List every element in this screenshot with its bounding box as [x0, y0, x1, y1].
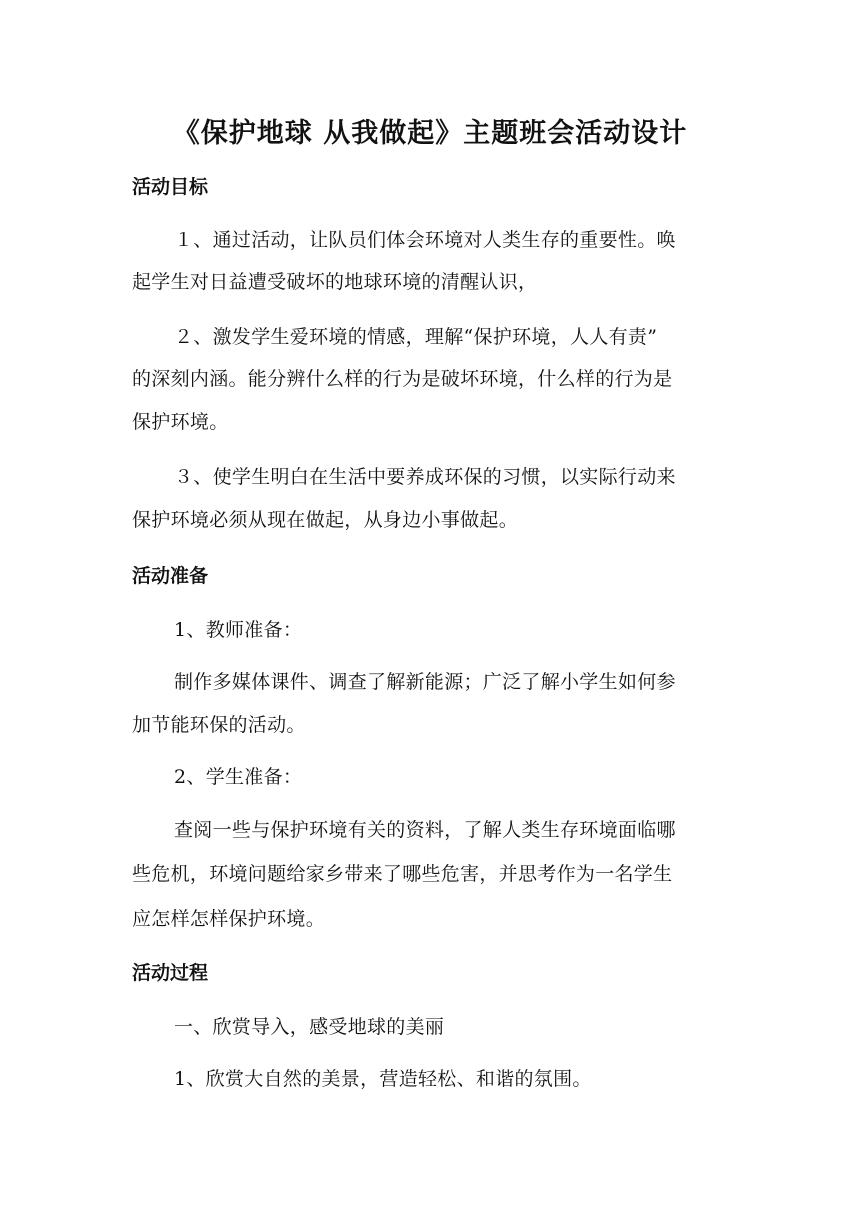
paragraph-line: １、通过活动，让队员们体会环境对人类生存的重要性。唤: [174, 229, 676, 251]
document-title: 《保护地球 从我做起》主题班会活动设计: [172, 118, 688, 149]
paragraph-line: 起学生对日益遭受破坏的地球环境的清醒认识，: [132, 271, 538, 293]
paragraph-line: 1、欣赏大自然的美景，营造轻松、和谐的氛围。: [174, 1068, 592, 1090]
section-heading-process: 活动过程: [132, 962, 209, 984]
paragraph-line: ３、使学生明白在生活中要养成环保的习惯，以实际行动来: [174, 466, 676, 488]
paragraph-line: 一、欣赏导入，感受地球的美丽: [174, 1016, 445, 1038]
paragraph-line: 些危机，环境问题给家乡带来了哪些危害，并思考作为一名学生: [132, 863, 673, 885]
paragraph-line: 的深刻内涵。能分辨什么样的行为是破坏环境，什么样的行为是: [132, 368, 673, 390]
paragraph-line: 查阅一些与保护环境有关的资料，了解人类生存环境面临哪: [174, 819, 676, 841]
paragraph-line: 保护环境。: [132, 411, 229, 433]
section-heading-goals: 活动目标: [132, 176, 209, 198]
paragraph-line: 保护环境必须从现在做起，从身边小事做起。: [132, 509, 519, 531]
paragraph-line: 1、教师准备：: [174, 619, 303, 641]
paragraph-line: 制作多媒体课件、调查了解新能源；广泛了解小学生如何参: [174, 671, 676, 693]
paragraph-line: ２、激发学生爱环境的情感，理解“保护环境，人人有责”: [174, 326, 658, 348]
section-heading-preparation: 活动准备: [132, 565, 209, 587]
paragraph-line: 加节能环保的活动。: [132, 714, 306, 736]
paragraph-line: 2、学生准备：: [174, 766, 303, 788]
paragraph-line: 应怎样怎样保护环境。: [132, 908, 326, 930]
